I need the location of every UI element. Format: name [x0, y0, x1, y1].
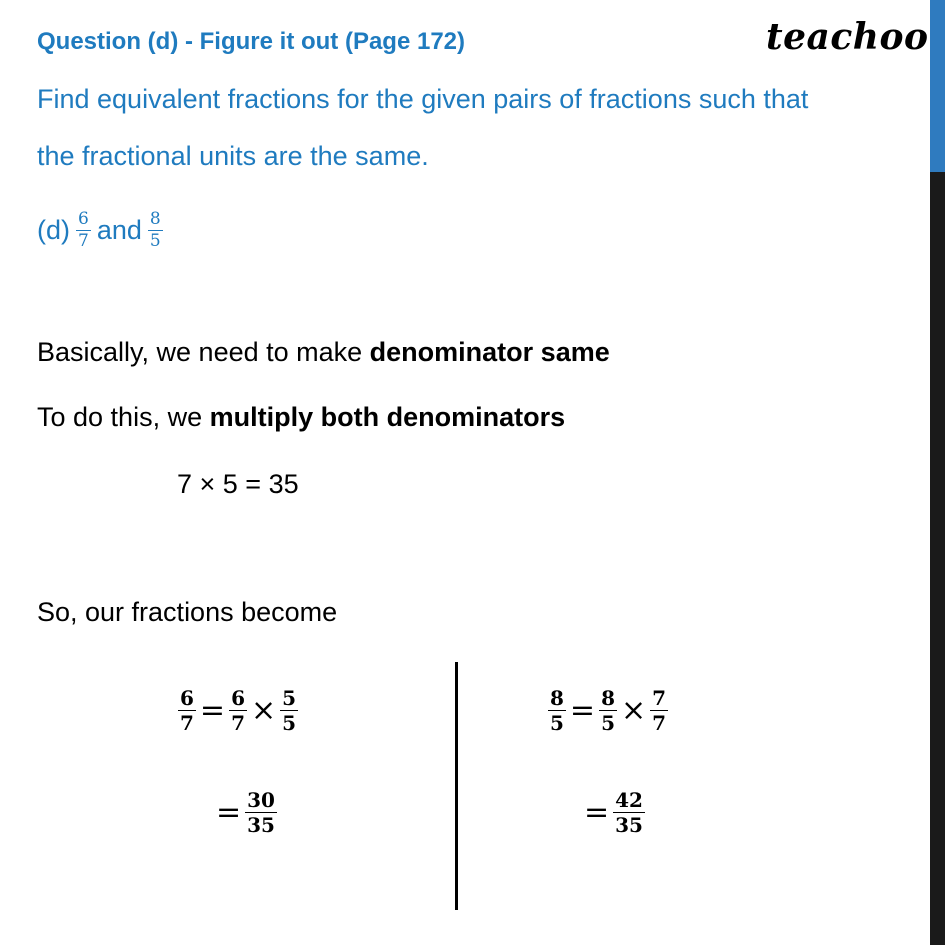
equals-sign: = — [216, 795, 242, 830]
scrollbar-thumb[interactable] — [930, 0, 945, 172]
solution-paragraph-3: So, our fractions become — [37, 597, 338, 627]
left-calculation-step-1 — [178, 688, 298, 733]
numerator: 6 — [180, 686, 194, 710]
fraction — [613, 790, 645, 835]
numerator: 42 — [615, 788, 643, 812]
fraction — [650, 688, 668, 733]
denominator: 5 — [149, 230, 161, 251]
fraction-six-sevenths — [76, 208, 91, 251]
question-part-d — [37, 200, 163, 260]
plain-text: Basically, we need to make — [37, 337, 370, 367]
denominator: 7 — [78, 230, 89, 251]
right-calculation-result — [580, 790, 645, 835]
numerator: 8 — [550, 686, 564, 710]
fraction — [548, 688, 566, 733]
fraction — [245, 790, 277, 835]
denominator: 5 — [601, 711, 615, 735]
denominator: 5 — [282, 711, 297, 735]
fraction — [599, 688, 617, 733]
denominator: 35 — [615, 813, 643, 837]
multiply-sign: × — [250, 693, 277, 728]
numerator: 8 — [601, 686, 615, 710]
connector-and: and — [96, 214, 142, 245]
denominator: 7 — [652, 711, 667, 735]
multiply-sign: × — [620, 693, 647, 728]
plain-text: To do this, we — [37, 402, 210, 432]
fraction — [280, 688, 298, 733]
bold-text: multiply both denominators — [209, 402, 566, 432]
denominator-product-equation: 7 × 5 = 35 — [177, 469, 299, 499]
solution-paragraph-1 — [37, 337, 610, 368]
teachoo-logo: teachoo — [766, 16, 929, 58]
numerator: 7 — [652, 686, 667, 710]
right-calculation-step-1 — [548, 688, 668, 733]
left-calculation-result — [212, 790, 277, 835]
fraction-eight-fifths — [148, 208, 163, 251]
denominator: 7 — [180, 711, 194, 735]
equals-sign: = — [569, 693, 596, 728]
numerator: 5 — [282, 686, 297, 710]
question-line-1: Find equivalent fractions for the given pairs of fractions such that — [37, 84, 809, 114]
numerator: 8 — [149, 208, 161, 229]
numerator: 6 — [231, 686, 245, 710]
equals-sign: = — [584, 795, 610, 830]
equals-sign: = — [199, 693, 226, 728]
numerator: 30 — [247, 788, 275, 812]
question-line-2: the fractional units are the same. — [37, 141, 429, 171]
solution-paragraph-2 — [37, 402, 565, 433]
vertical-divider — [455, 662, 458, 910]
fraction — [178, 688, 196, 733]
part-label: (d) — [37, 214, 70, 245]
page-title: Question (d) - Figure it out (Page 172) — [37, 28, 466, 55]
numerator: 6 — [78, 208, 89, 229]
bold-text: denominator same — [369, 337, 610, 367]
fraction — [229, 688, 247, 733]
denominator: 35 — [247, 813, 275, 837]
denominator: 5 — [550, 711, 564, 735]
denominator: 7 — [231, 711, 245, 735]
